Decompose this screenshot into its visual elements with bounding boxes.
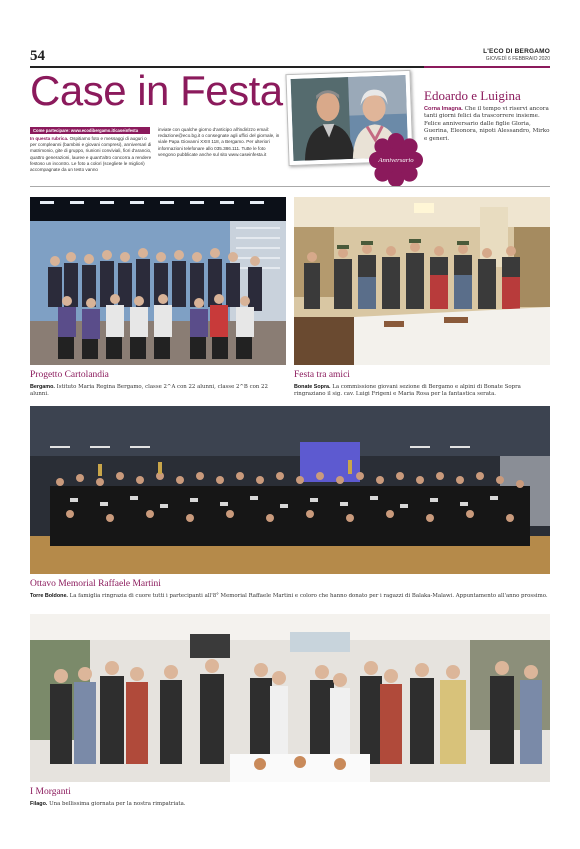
festa-tra-amici-image	[294, 197, 550, 365]
feature-place: Corna Imagna.	[424, 106, 463, 112]
caption-festa-tra-amici	[294, 384, 550, 398]
caption-morganti	[30, 801, 550, 808]
memorial-martini-image	[30, 406, 550, 574]
caption-place-cartolandia: Bergamo.	[30, 384, 55, 390]
caption-title-morganti: I Morganti	[30, 787, 71, 797]
caption-text-memorial: La famiglia ringrazia di cuore tutti i partecipanti all'8° Memorial Raffaele Martini e coloro che hanno donato per i ragazzi di Balaka-Malawi. Appuntamento all'anno prossimo.	[67, 593, 548, 599]
feature-caption	[424, 106, 550, 143]
photo-festa-tra-amici	[294, 197, 550, 365]
publication-date: GIOVEDÌ 6 FEBBRAIO 2020	[485, 56, 550, 62]
badge-label: Anniversario	[378, 156, 414, 164]
cartolandia-image	[30, 197, 286, 365]
caption-memorial	[30, 593, 550, 600]
info-column-1	[30, 136, 154, 173]
anniversary-badge	[369, 133, 423, 187]
info-lead: In questa rubrica.	[30, 136, 69, 141]
caption-cartolandia	[30, 384, 286, 398]
morganti-image	[30, 614, 550, 782]
caption-title-cartolandia: Progetto Cartolandia	[30, 370, 109, 380]
info-column-2: inviate con qualche giorno d'anticipo all'indirizzo email: redazione@eco.bg.it o consegnate agli uffici del giornale, in viale Papa Giovanni XXIII 118, a Bergamo. Per ulteriori informazioni telefonare allo 035.386.111. Tutte le foto vengono pubblicate anche sul sito www.caseinfesta.it	[158, 127, 280, 157]
caption-text-festa-tra-amici: La commissione giovani sezione di Bergamo e alpini di Bonate Sopra ringraziano il sig. cav. Luigi Frigeni e Maria Rosa per la fantastica serata.	[294, 384, 521, 397]
caption-title-memorial: Ottavo Memorial Raffaele Martini	[30, 579, 161, 589]
photo-morganti	[30, 614, 550, 782]
masthead	[483, 48, 550, 62]
header-accent-rule	[424, 66, 550, 68]
section-divider	[30, 186, 550, 187]
caption-text-cartolandia: Istituto Maria Regina Bergamo, classe 2^A con 22 alunni, classe 2^B con 22 alunni.	[30, 384, 268, 397]
caption-place-festa-tra-amici: Bonate Sopra.	[294, 384, 331, 390]
caption-place-memorial: Torre Boldone.	[30, 593, 68, 599]
photo-memorial-martini	[30, 406, 550, 574]
photo-cartolandia	[30, 197, 286, 365]
feature-text: Che il tempo vi riservi ancora tanti giorni felici da trascorrere insieme. Felice anniversario dalle figlie Gloria, Guerina, Eleonora, nipoti Alessandro, Mirko e generi.	[424, 106, 550, 142]
caption-place-morganti: Filago.	[30, 801, 48, 807]
publication-name: L'ECO DI BERGAMO	[483, 48, 550, 55]
page-number: 54	[30, 48, 45, 64]
section-title: Case in Festa	[30, 67, 283, 114]
feature-title: Edoardo e Luigina	[424, 88, 521, 103]
caption-title-festa-tra-amici: Festa tra amici	[294, 370, 350, 380]
caption-text-morganti: Una bellissima giornata per la nostra rimpatriata.	[47, 801, 186, 807]
info-text-1: Ospitiamo foto e messaggi di auguri o per compleanni (bambini e giovani compresi), anniversari di matrimonio, gite di gruppo, riunioni conviviali, fiori d'arancio, quattro generazioni, lauree e quant'altro concorra a rendere festoso un incontro. Le foto a colori (scegliete le migliori) accompagnate da un testo vanno	[30, 136, 152, 173]
info-bar: Come partecipare: www.ecodibergamo.it/caseinfesta	[30, 127, 150, 134]
